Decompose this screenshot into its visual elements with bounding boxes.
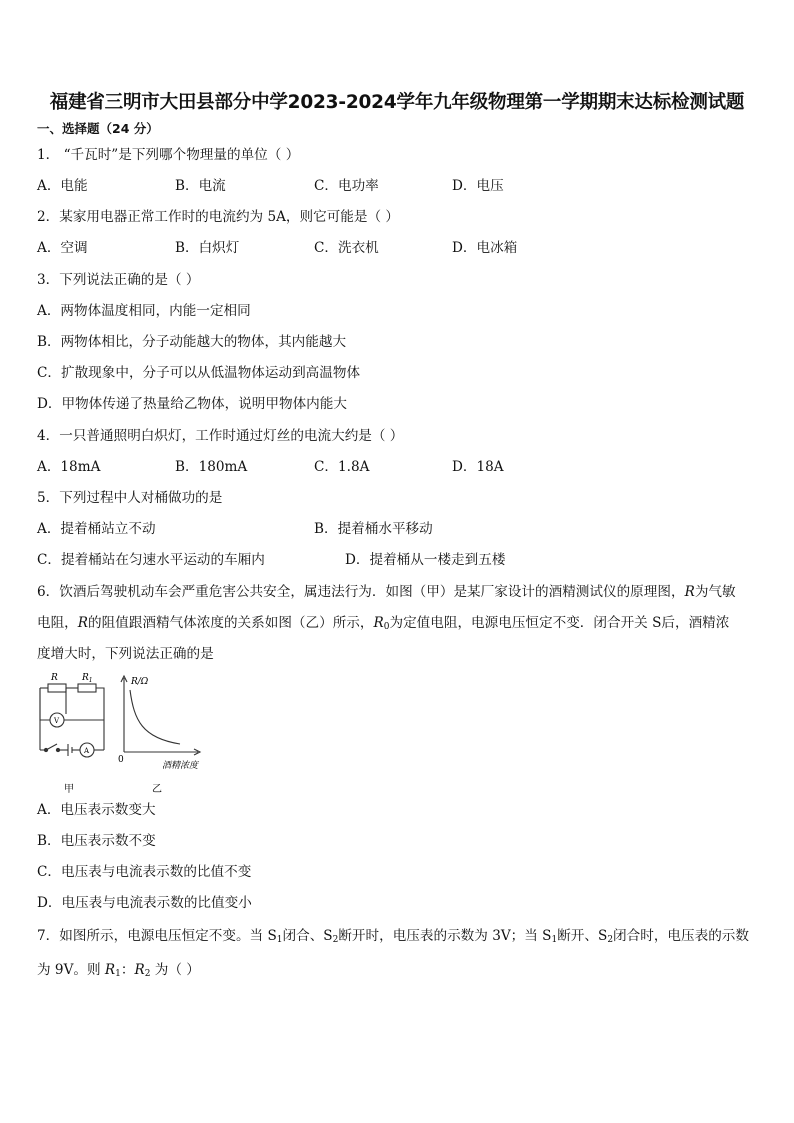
q2-option-b: B．白炽灯 (175, 240, 240, 256)
q3-option-c: C．扩散现象中，分子可以从低温物体运动到高温物体 (37, 365, 361, 381)
q6-option-b: B．电压表示数不变 (37, 833, 156, 849)
q5-option-a: A．提着桶站立不动 (37, 521, 156, 537)
q6-figure (30, 668, 220, 798)
resistance-curve (130, 690, 180, 744)
q5-option-b: B．提着桶水平移动 (314, 521, 433, 537)
section-heading: 一、选择题（24 分） (37, 121, 159, 136)
page-title: 福建省三明市大田县部分中学2023-2024学年九年级物理第一学期期末达标检测试题 (49, 92, 745, 113)
q5-option-c: C．提着桶站在匀速水平运动的车厢内 (37, 552, 265, 568)
q4-option-a: A．18mA (37, 459, 101, 475)
q1-option-a: A．电能 (37, 178, 88, 194)
question-6-line-2: 电阻，R的阻值跟酒精气体浓度的关系如图（乙）所示，$R_0$为定值电阻，电源电压恒定不变．闭合开关 S后，酒精浓 (37, 615, 730, 632)
q2-option-a: A．空调 (37, 240, 88, 256)
voltmeter-label: V (54, 717, 60, 725)
q4-option-c: C．1.8A (314, 459, 370, 475)
label-r: R (51, 673, 58, 683)
q1-option-c: C．电功率 (314, 178, 379, 194)
label-r1: $R_1$ (82, 673, 93, 684)
q6-option-a: A．电压表示数变大 (37, 802, 156, 818)
question-3-stem: 3．下列说法正确的是（ ） (37, 272, 200, 288)
question-6-line-1: 6．饮酒后驾驶机动车会严重危害公共安全，属违法行为．如图（甲）是某厂家设计的酒精测试仪的原理图，R为气敏 (37, 584, 736, 600)
q1-option-d: D．电压 (452, 178, 504, 194)
question-6-line-3: 度增大时，下列说法正确的是 (37, 646, 214, 662)
graph-y-label: R/Ω (131, 677, 149, 687)
q4-option-d: D．18A (452, 459, 504, 475)
question-4-stem: 4．一只普通照明白炽灯，工作时通过灯丝的电流大约是（ ） (37, 428, 404, 444)
q3-option-b: B．两物体相比，分子动能越大的物体，其内能越大 (37, 334, 347, 350)
ammeter-label: A (84, 747, 90, 755)
question-2-stem: 2．某家用电器正常工作时的电流约为 5A，则它可能是（ ） (37, 209, 400, 225)
q6-option-c: C．电压表与电流表示数的比值不变 (37, 864, 252, 880)
caption-jia: 甲 (64, 784, 74, 795)
resistor-r1 (78, 684, 96, 692)
q2-option-c: C．洗衣机 (314, 240, 379, 256)
q2-option-d: D．电冰箱 (452, 240, 518, 256)
q3-option-a: A．两物体温度相同，内能一定相同 (37, 303, 251, 319)
question-1-stem: 1． “千瓦时”是下列哪个物理量的单位（ ） (37, 147, 300, 163)
question-7-line-2: 为 9V。则 $R_1$：$R_2$ 为（ ） (37, 962, 200, 979)
q1-option-b: B．电流 (175, 178, 226, 194)
switch-icon (46, 744, 57, 750)
graph-x-label: 酒精浓度 (162, 761, 199, 771)
resistor-r (48, 684, 66, 692)
question-5-stem: 5．下列过程中人对桶做功的是 (37, 490, 223, 506)
graph-origin: 0 (118, 755, 124, 765)
question-7-line-1: 7．如图所示，电源电压恒定不变。当 $S_1$闭合、$S_2$断开时，电压表的示数为 3V；当 $S_1$断开、$S_2$闭合时，电压表的示数 (37, 928, 749, 945)
q4-option-b: B．180mA (175, 459, 248, 475)
q5-option-d: D．提着桶从一楼走到五楼 (345, 552, 506, 568)
caption-yi: 乙 (152, 784, 162, 795)
q3-option-d: D．甲物体传递了热量给乙物体，说明甲物体内能大 (37, 396, 347, 412)
q6-option-d: D．电压表与电流表示数的比值变小 (37, 895, 252, 911)
